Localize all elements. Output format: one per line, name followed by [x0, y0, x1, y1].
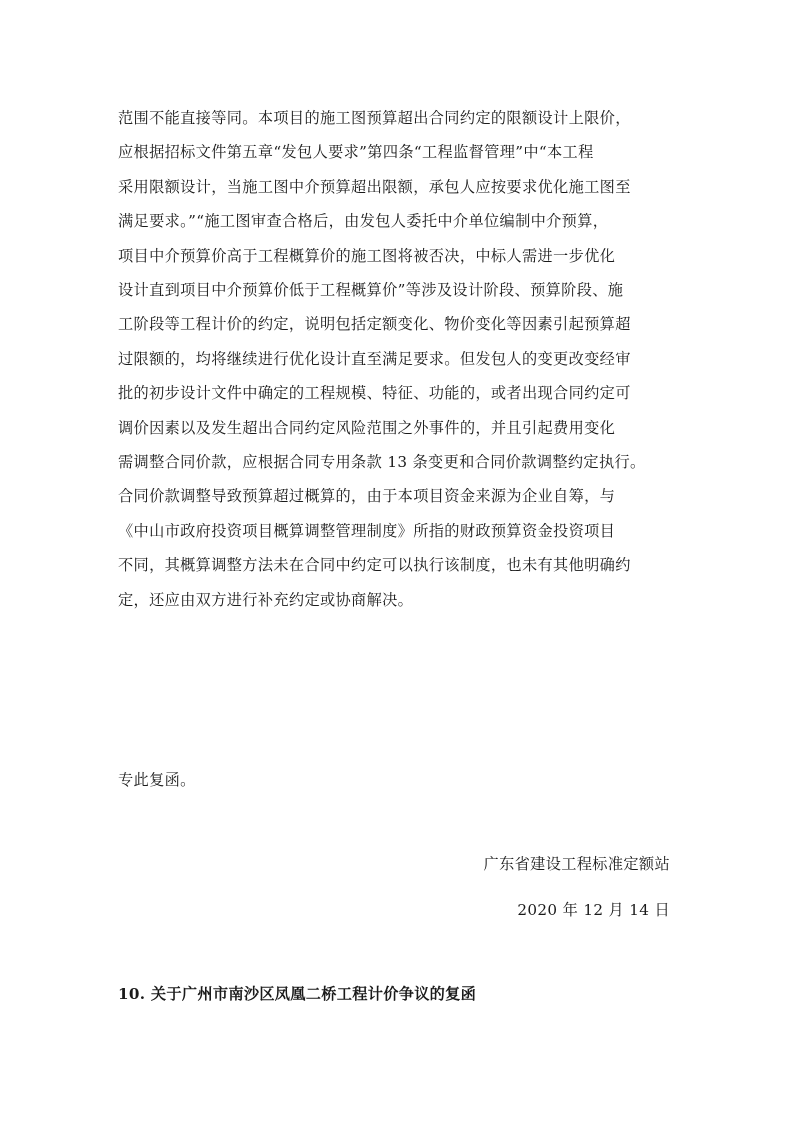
issue-date: 2020 年 12 月 14 日 [517, 901, 670, 919]
paragraph-line: 项目中介预算价高于工程概算价的施工图将被否决，中标人需进一步优化 [118, 246, 616, 265]
paragraph-line: 采用限额设计，当施工图中介预算超出限额，承包人应按要求优化施工图至 [118, 177, 631, 196]
closing-remark: 专此复函。 [118, 771, 196, 789]
paragraph-line: 范围不能直接等同。本项目的施工图预算超出合同约定的限额设计上限价， [118, 109, 631, 127]
paragraph-line: 过限额的，均将继续进行优化设计直至满足要求。但发包人的变更改变经审 [118, 349, 631, 368]
paragraph-line: 设计直到项目中介预算价低于工程概算价”等涉及设计阶段、预算阶段、施 [118, 281, 624, 300]
paragraph-line: 需调整合同价款，应根据合同专用条款 13 条变更和合同价款调整约定执行。 [118, 453, 646, 472]
paragraph-line: 调价因素以及发生超出合同约定风险范围之外事件的，并且引起费用变化 [118, 418, 616, 437]
paragraph-line: 合同价款调整导致预算超过概算的，由于本项目资金来源为企业自筹，与 [118, 487, 616, 506]
issuer-signature: 广东省建设工程标准定额站 [483, 855, 670, 873]
paragraph-line: 《中山市政府投资项目概算调整管理制度》所指的财政预算资金投资项目 [118, 521, 616, 540]
body-paragraph [118, 101, 678, 617]
paragraph-line: 满足要求。”“施工图审查合格后，由发包人委托中介单位编制中介预算， [118, 212, 609, 231]
paragraph-line: 批的初步设计文件中确定的工程规模、特征、功能的，或者出现合同约定可 [118, 384, 631, 403]
paragraph-line: 不同，其概算调整方法未在合同中约定可以执行该制度，也未有其他明确约 [118, 556, 631, 575]
paragraph-line: 定，还应由双方进行补充约定或协商解决。 [118, 590, 414, 609]
paragraph-line: 工阶段等工程计价的约定，说明包括定额变化、物价变化等因素引起预算超 [118, 315, 631, 334]
paragraph-line: 应根据招标文件第五章“发包人要求”第四条“工程监督管理”中“本工程 [118, 143, 594, 162]
section-heading: 10. 关于广州市南沙区凤凰二桥工程计价争议的复函 [118, 985, 477, 1003]
